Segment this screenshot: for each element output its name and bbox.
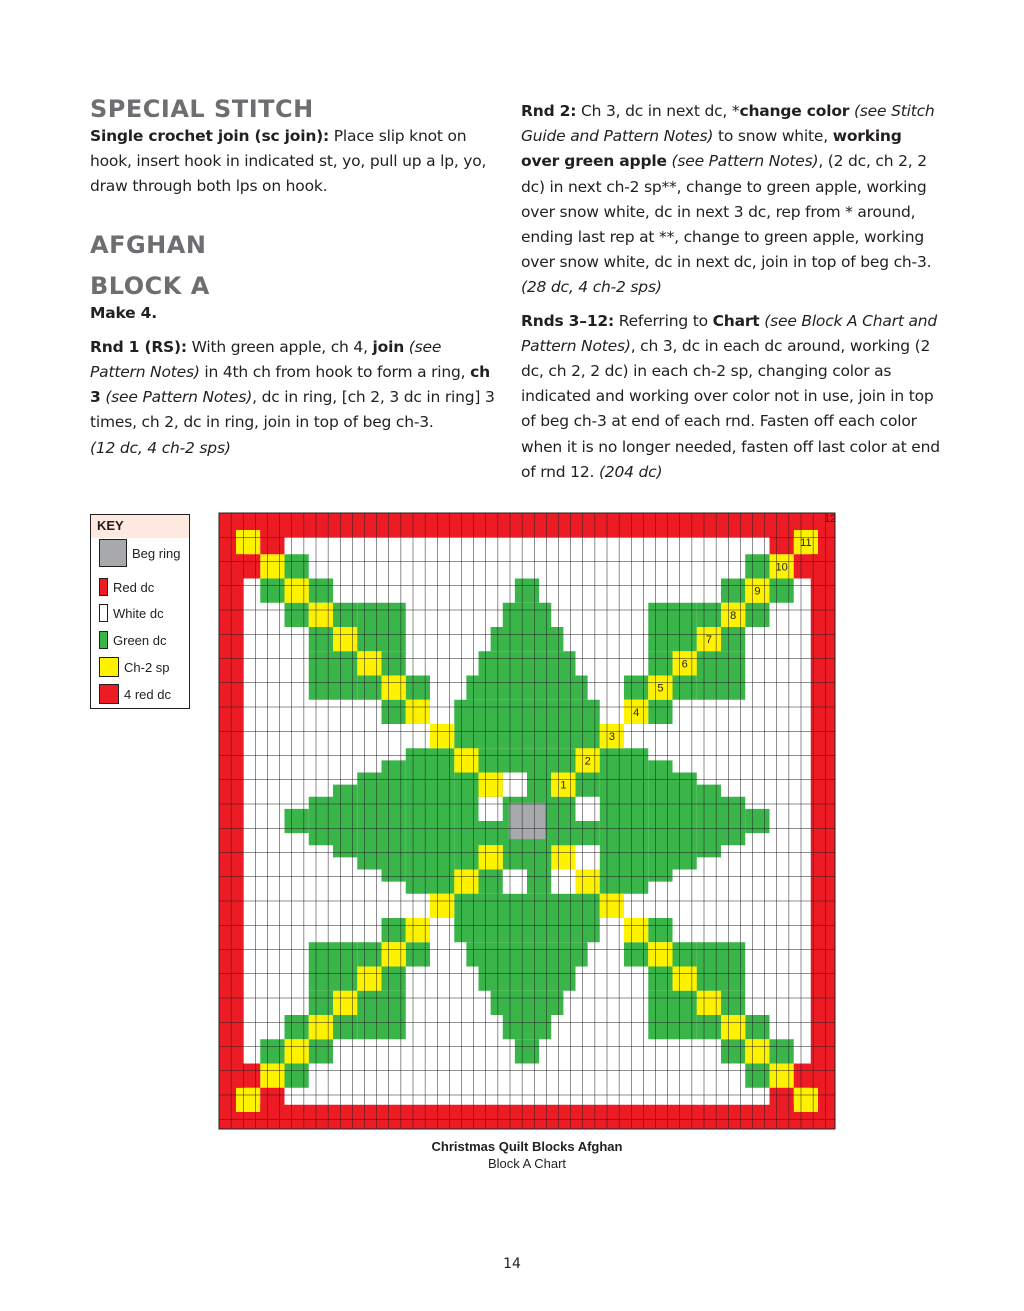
green-arm-cell bbox=[648, 760, 672, 881]
ch2-space-cell bbox=[770, 1064, 794, 1088]
green-leaf-cell bbox=[648, 700, 672, 724]
rnd2-working: working over green apple bbox=[521, 127, 902, 171]
green-arm-cell bbox=[454, 724, 600, 748]
rnd2-change-color: change color bbox=[739, 102, 850, 120]
white-ring-cell bbox=[576, 797, 600, 821]
ch2-space-cell bbox=[624, 918, 648, 942]
rnd3-note: (see Block A Chart and Pattern Notes) bbox=[521, 311, 938, 355]
green-leaf-cell bbox=[285, 1064, 309, 1088]
green-leaf-cell bbox=[721, 1039, 745, 1063]
corner-red-cell bbox=[770, 530, 794, 554]
round-number-label: 9 bbox=[754, 585, 761, 598]
ch2-space-cell bbox=[406, 700, 430, 724]
rnd1-text: With green apple, ch 4, bbox=[186, 337, 373, 356]
rnd2-text: Ch 3, dc in next dc, * bbox=[576, 102, 740, 120]
ch2-space-cell bbox=[454, 748, 478, 772]
green-leaf-cell bbox=[406, 676, 430, 700]
yellow-swatch-icon bbox=[99, 657, 119, 677]
beg-ring-cell bbox=[509, 803, 545, 839]
rnd2-count: (28 dc, 4 ch-2 sps) bbox=[521, 278, 662, 297]
key-label: 4 red dc bbox=[124, 686, 171, 702]
green-leaf-cell bbox=[260, 579, 284, 603]
block-a-heading: BLOCK A bbox=[90, 271, 210, 300]
rnd2-lead: Rnd 2: bbox=[521, 102, 577, 120]
rnd1-ch3: ch 3 bbox=[90, 363, 490, 407]
rnd1-count: (12 dc, 4 ch-2 sps) bbox=[90, 438, 231, 457]
ch2-space-cell bbox=[236, 1088, 260, 1112]
round-number-label: 2 bbox=[584, 755, 591, 768]
white-swatch-icon bbox=[99, 604, 108, 622]
green-arm-cell bbox=[430, 748, 454, 894]
ch2-space-cell bbox=[236, 530, 260, 554]
corner-red-cell bbox=[794, 554, 818, 578]
ch2-space-cell bbox=[479, 845, 503, 869]
round-number-label: 4 bbox=[633, 706, 640, 719]
red-border-bottom bbox=[219, 1105, 835, 1129]
key-item-4-red-dc bbox=[99, 684, 171, 704]
key-title: KEY bbox=[91, 515, 189, 538]
ch2-space-cell bbox=[309, 1015, 333, 1039]
rnd1-text3: , dc in ring, [ch 2, 3 dc in ring] 3 times, ch 2, dc in ring, join in top of beg ch-3. bbox=[90, 388, 495, 432]
round-number-label: 10 bbox=[775, 561, 788, 574]
gray-swatch-icon bbox=[99, 539, 127, 567]
green-leaf-cell bbox=[382, 700, 406, 724]
green-arm-cell bbox=[466, 676, 587, 700]
green-leaf-cell bbox=[745, 1015, 769, 1039]
green-arm-cell bbox=[745, 809, 769, 833]
green-leaf-cell bbox=[697, 1015, 721, 1039]
sc-join-text: Place slip knot on hook, insert hook in indicated st, yo, pull up a lp, yo, draw through both lps on hook. bbox=[90, 127, 487, 196]
green-arm-cell bbox=[600, 748, 624, 894]
green-leaf-cell bbox=[382, 651, 406, 675]
corner-red-cell bbox=[770, 1088, 794, 1112]
round-number-label: 12 bbox=[824, 512, 837, 525]
green-arm-cell bbox=[454, 700, 600, 724]
green-arm-cell bbox=[333, 785, 357, 858]
green-arm-cell bbox=[285, 809, 309, 833]
corner-red-cell bbox=[260, 1088, 284, 1112]
green-leaf-cell bbox=[333, 1015, 357, 1039]
green-leaf-cell bbox=[260, 1039, 284, 1063]
green-leaf-cell bbox=[309, 627, 333, 651]
key-label: Ch-2 sp bbox=[124, 659, 170, 675]
green-leaf-cell bbox=[721, 579, 745, 603]
rnd1-lead: Rnd 1 (RS): bbox=[90, 337, 187, 356]
green-arm-cell bbox=[697, 785, 721, 858]
corner-red-cell bbox=[260, 530, 284, 554]
special-stitch-heading: SPECIAL STITCH bbox=[90, 95, 314, 123]
green-arm-cell bbox=[406, 748, 430, 894]
rnd1-join: join bbox=[372, 337, 405, 356]
key-item-red-dc bbox=[99, 578, 154, 596]
ch2-space-cell bbox=[333, 627, 357, 651]
green-arm-cell bbox=[382, 760, 406, 881]
rnd3-text2: , ch 3, dc in each dc around, working (2 dc, ch 2, 2 dc) in each ch-2 sp, changing color as indicated and working over color not in use, join in top of beg ch-3 at end of each rnd. Fasten off each color when it is no longer needed, fasten off last color at end of rnd 12. bbox=[521, 336, 940, 481]
green-leaf-cell bbox=[285, 554, 309, 578]
ch2-space-cell bbox=[721, 1015, 745, 1039]
ch2-space-cell bbox=[285, 1039, 309, 1063]
green-arm-cell bbox=[479, 651, 576, 675]
ch2-space-cell bbox=[382, 942, 406, 966]
ch2-space-cell bbox=[673, 967, 697, 991]
rnd2-note: (see Stitch Guide and Pattern Notes) bbox=[521, 102, 935, 146]
ch2-space-cell bbox=[357, 967, 381, 991]
key-label: White dc bbox=[113, 605, 164, 621]
green-arm-cell bbox=[673, 773, 697, 870]
key-item-ch2-sp bbox=[99, 657, 170, 677]
rnd1-paragraph bbox=[90, 335, 495, 461]
green-leaf-cell bbox=[745, 603, 769, 627]
ch2-space-cell bbox=[794, 1088, 818, 1112]
white-ring-cell bbox=[551, 870, 575, 894]
sc-join-paragraph bbox=[90, 124, 495, 200]
ch2-space-cell bbox=[430, 894, 454, 918]
rnd2-paragraph bbox=[521, 99, 941, 301]
corner-red-cell bbox=[794, 1064, 818, 1088]
corner-red-cell bbox=[236, 1064, 260, 1088]
round-number-label: 6 bbox=[681, 658, 688, 671]
ch2-space-cell bbox=[551, 845, 575, 869]
page-number: 14 bbox=[503, 1256, 521, 1272]
green-arm-cell bbox=[515, 1039, 539, 1063]
round-number-label: 3 bbox=[608, 731, 615, 744]
white-ring-cell bbox=[503, 870, 527, 894]
white-ring-cell bbox=[576, 845, 600, 869]
ch2-space-cell bbox=[745, 1039, 769, 1063]
ch2-space-cell bbox=[406, 918, 430, 942]
red-border-right bbox=[811, 513, 835, 1129]
green-leaf-cell bbox=[285, 603, 309, 627]
green-leaf-cell bbox=[309, 579, 333, 603]
left-column bbox=[90, 94, 495, 461]
red-square-swatch-icon bbox=[99, 684, 119, 704]
green-leaf-cell bbox=[745, 554, 769, 578]
right-column bbox=[521, 99, 941, 485]
rnd3-paragraph bbox=[521, 309, 941, 485]
green-arm-cell bbox=[454, 918, 600, 942]
key-item-white-dc bbox=[99, 604, 164, 622]
green-leaf-cell bbox=[697, 603, 721, 627]
green-arm-cell bbox=[491, 991, 564, 1015]
green-arm-cell bbox=[491, 627, 564, 651]
green-leaf-cell bbox=[285, 1015, 309, 1039]
chart-grid bbox=[219, 513, 835, 1129]
white-ring-cell bbox=[503, 773, 527, 797]
rnd1-note: (see Pattern Notes) bbox=[90, 337, 442, 382]
green-leaf-cell bbox=[624, 676, 648, 700]
green-arm-cell bbox=[479, 967, 576, 991]
chart-key bbox=[90, 514, 190, 709]
ch2-space-cell bbox=[479, 773, 503, 797]
ch2-space-cell bbox=[357, 651, 381, 675]
key-item-beg-ring bbox=[99, 539, 180, 567]
white-ring-cell bbox=[479, 797, 503, 821]
green-arm-cell bbox=[515, 579, 539, 603]
ch2-space-cell bbox=[382, 676, 406, 700]
green-leaf-cell bbox=[673, 942, 697, 966]
rnd2-note2: (see Pattern Notes) bbox=[666, 152, 819, 171]
round-number-label: 5 bbox=[657, 682, 664, 695]
green-leaf-cell bbox=[648, 967, 672, 991]
green-leaf-cell bbox=[382, 967, 406, 991]
ch2-space-cell bbox=[454, 870, 478, 894]
ch2-space-cell bbox=[600, 894, 624, 918]
red-swatch-icon bbox=[99, 578, 108, 596]
green-arm-cell bbox=[466, 942, 587, 966]
round-number-label: 7 bbox=[705, 634, 712, 647]
key-label: Green dc bbox=[113, 632, 167, 648]
green-leaf-cell bbox=[309, 1039, 333, 1063]
green-leaf-cell bbox=[357, 676, 381, 700]
ch2-space-cell bbox=[430, 724, 454, 748]
rnd1-note2: (see Pattern Notes) bbox=[100, 388, 253, 407]
green-leaf-cell bbox=[673, 676, 697, 700]
green-leaf-cell bbox=[770, 1039, 794, 1063]
green-leaf-cell bbox=[333, 603, 357, 627]
green-leaf-cell bbox=[624, 942, 648, 966]
ch2-space-cell bbox=[333, 991, 357, 1015]
green-leaf-cell bbox=[770, 579, 794, 603]
red-border-top bbox=[219, 513, 835, 537]
ch2-space-cell bbox=[260, 554, 284, 578]
caption-title: Christmas Quilt Blocks Afghan bbox=[431, 1139, 623, 1154]
sc-join-lead: Single crochet join (sc join): bbox=[90, 127, 330, 145]
green-arm-cell bbox=[624, 748, 648, 894]
ch2-space-cell bbox=[576, 870, 600, 894]
green-arm-cell bbox=[454, 894, 600, 918]
block-a-chart bbox=[219, 513, 835, 1134]
ch2-space-cell bbox=[309, 603, 333, 627]
rnd2-text2: to snow white, bbox=[713, 127, 833, 146]
afghan-heading: AFGHAN bbox=[90, 230, 207, 259]
ch2-space-cell bbox=[697, 991, 721, 1015]
chart-caption bbox=[219, 1138, 835, 1172]
rnd3-chart: Chart bbox=[712, 311, 760, 330]
green-leaf-cell bbox=[382, 918, 406, 942]
key-label: Beg ring bbox=[132, 545, 181, 561]
green-leaf-cell bbox=[406, 942, 430, 966]
key-label: Red dc bbox=[113, 579, 155, 595]
ch2-space-cell bbox=[260, 1064, 284, 1088]
round-number-label: 8 bbox=[730, 609, 737, 622]
corner-red-cell bbox=[236, 554, 260, 578]
green-swatch-icon bbox=[99, 631, 108, 649]
rnd2-text3: , (2 dc, ch 2, 2 dc) in next ch-2 sp**, change to green apple, working over snow white, dc in next 3 dc, rep from * around, ending last rep at **, change to green apple, working over snow white, dc in next dc, join in top of beg ch-3. bbox=[521, 152, 932, 272]
rnd1-text2: in 4th ch from hook to form a ring, bbox=[199, 363, 471, 382]
green-leaf-cell bbox=[648, 918, 672, 942]
green-arm-cell bbox=[357, 773, 381, 870]
green-leaf-cell bbox=[648, 651, 672, 675]
rnd3-lead: Rnds 3–12: bbox=[521, 311, 614, 330]
green-leaf-cell bbox=[721, 627, 745, 651]
green-leaf-cell bbox=[745, 1064, 769, 1088]
make-count: Make 4. bbox=[90, 303, 157, 322]
green-leaf-cell bbox=[357, 942, 381, 966]
caption-subtitle: Block A Chart bbox=[487, 1156, 567, 1171]
ch2-space-cell bbox=[285, 579, 309, 603]
green-leaf-cell bbox=[309, 991, 333, 1015]
rnd3-count: (204 dc) bbox=[598, 462, 663, 481]
rnd3-text: Referring to bbox=[614, 311, 713, 330]
round-number-label: 11 bbox=[800, 537, 812, 550]
round-number-label: 1 bbox=[560, 779, 567, 792]
green-leaf-cell bbox=[721, 991, 745, 1015]
ch2-space-cell bbox=[648, 942, 672, 966]
key-item-green-dc bbox=[99, 631, 166, 649]
